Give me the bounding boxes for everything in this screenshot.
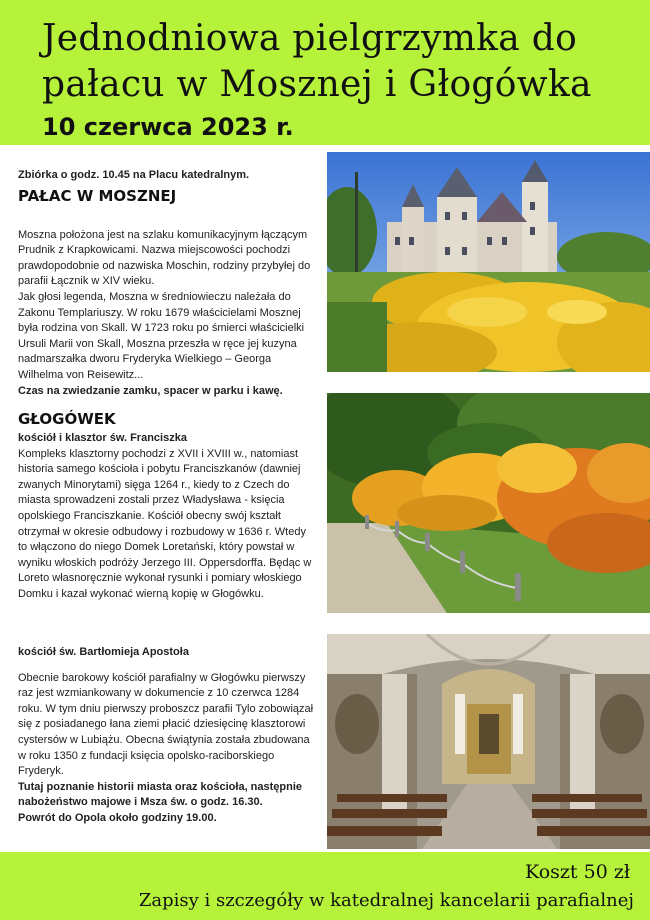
moszna-heading: PAŁAC W MOSZNEJ	[18, 186, 177, 205]
moszna-paragraph-3: Czas na zwiedzanie zamku, spacer w parku i kawę.	[18, 384, 283, 397]
franciszek-subheading: kościół i klasztor św. Franciszka	[18, 432, 187, 444]
title-line-2: pałacu w Mosznej i Głogówka	[42, 64, 592, 105]
church-interior-photo	[327, 634, 650, 849]
azalea-park-photo	[327, 393, 650, 613]
cost-label: Koszt 50 zł	[525, 861, 630, 883]
bartlomiej-paragraph-1: Obecnie barokowy kościół parafialny w Głogówku pierwszy raz jest wzmiankowany w dokumencie z 10 czerwca 1284 roku. W tym dniu pierwszy proboszcz parafii Tylo zobowiązał się z posiadanego łana ziemi płacić dziesięcinę klasztorowi cystersów w Lubiążu. Obecna świątynia została zbudowana w roku 1350 z fundacji księcia opolsko-raciborskiego Fryderyk.	[18, 671, 314, 778]
glogowek-paragraph-1: Kompleks klasztorny pochodzi z XVII i XVIII w., natomiast historia samego kościoła i pobytu Franciszkanów (dawniej zwanych Minorytami) sięga 1264 r., kiedy to z Czech do miasta sprowadzeni zostali przez Władysława - księcia opolskiego Franciszkanie. Kościół obecny swój kształt otrzymał w okresie odbudowy i rozbudowy w 1636 r. Wtedy to włączono do niego Domek Loretański, który powstał w wyniku włoskich podróży Jerzego III. Oppersdorffa. Będąc w Loreto własnoręcznie wykonał rysunki i pomiary włoskiego Domku i kazał wykonać wierną kopię w Głogówku.	[18, 447, 312, 600]
glogowek-heading: GŁOGÓWEK	[18, 410, 116, 428]
moszna-paragraph-1: Moszna położona jest na szlaku komunikacyjnym łączącym Prudnik z Krapkowicami. Nazwa miejscowości pochodzi prawdopodobnie od nazwiska Moschin, rodziny przybyłej do parafii Łącznik w XIV wieku.	[18, 228, 311, 288]
event-date: 10 czerwca 2023 r.	[42, 113, 294, 141]
bartlomiej-section	[18, 645, 318, 827]
glogowek-section	[18, 409, 318, 603]
page-title	[42, 16, 642, 108]
bartlomiej-heading: kościół św. Bartłomieja Apostoła	[18, 646, 189, 658]
moszna-section	[18, 168, 318, 399]
moszna-castle-photo	[327, 152, 650, 372]
header-banner	[0, 0, 650, 145]
meeting-info: Zbiórka o godz. 10.45 na Placu katedralnym.	[18, 169, 250, 181]
bartlomiej-paragraph-2: Tutaj poznanie historii miasta oraz kościoła, następnie nabożeństwo majowe i Msza św. o godz. 16.30.	[18, 780, 303, 809]
moszna-paragraph-2: Jak głosi legenda, Moszna w średniowieczu należała do Zakonu Templariuszy. W roku 1679 właścicielami Mosznej była rodzina von Skall. W 1723 roku po śmierci właścicielki Ursuli Marii von Skall, Moszna przeszła w ręce jej kuzyna nadmarszałka dworu Fryderyka Wielkiego – Georga Wilhelma von Reisewitz...	[18, 290, 305, 381]
title-line-1: Jednodniowa pielgrzymka do	[42, 18, 578, 59]
bartlomiej-paragraph-3: Powrót do Opola około godziny 19.00.	[18, 811, 217, 824]
footer-banner	[0, 852, 650, 920]
signup-info: Zapisy i szczegóły w katedralnej kancelarii parafialnej	[138, 890, 634, 911]
